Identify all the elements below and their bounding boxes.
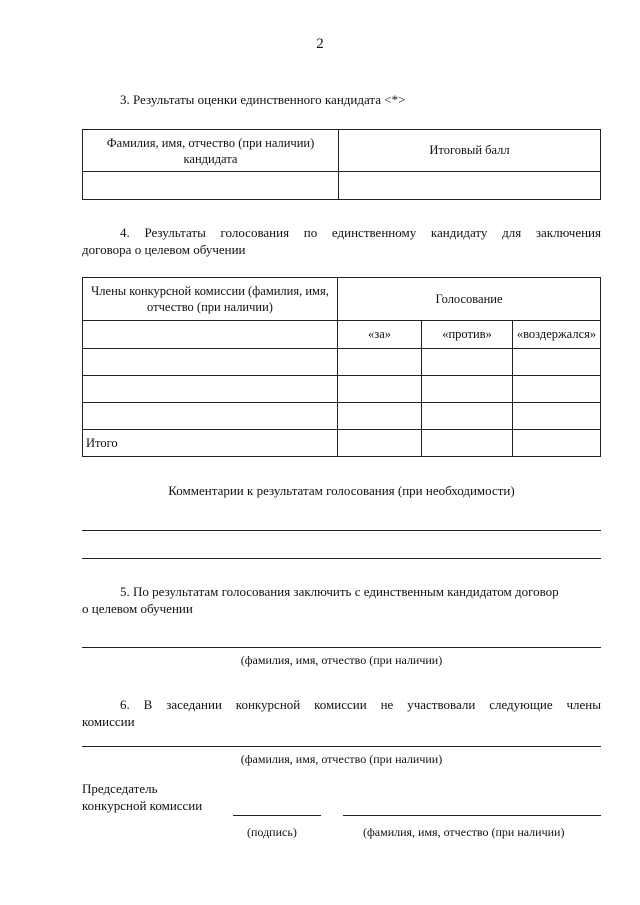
total-label-cell: Итого bbox=[83, 430, 338, 457]
vote-for-header: «за» bbox=[338, 321, 422, 349]
member-cell[interactable] bbox=[83, 349, 338, 376]
section6-name-line[interactable] bbox=[82, 746, 601, 747]
section5-name-line[interactable] bbox=[82, 647, 601, 648]
members-subheader-cell bbox=[83, 321, 338, 349]
table-row bbox=[83, 349, 601, 376]
page-number: 2 bbox=[316, 36, 324, 52]
vote-abstain-cell[interactable] bbox=[513, 403, 601, 430]
vote-against-header: «против» bbox=[422, 321, 513, 349]
final-score-header: Итоговый балл bbox=[339, 130, 601, 172]
vote-against-cell[interactable] bbox=[422, 349, 513, 376]
voting-header: Голосование bbox=[338, 278, 601, 321]
section5-caption: (фамилия, имя, отчество (при наличии) bbox=[240, 653, 443, 667]
chairman-label-line1: Председатель bbox=[82, 781, 158, 796]
section6-caption: (фамилия, имя, отчество (при наличии) bbox=[240, 752, 443, 766]
section4-heading-line2: договора о целевом обучении bbox=[82, 242, 246, 257]
table-row bbox=[83, 430, 601, 457]
chairman-label-line2: конкурсной комиссии bbox=[82, 798, 203, 813]
voting-table bbox=[82, 277, 601, 457]
signature-caption: (подпись) bbox=[247, 825, 297, 839]
table-row bbox=[83, 376, 601, 403]
member-cell[interactable] bbox=[83, 376, 338, 403]
chairman-name-caption: (фамилия, имя, отчество (при наличии) bbox=[363, 825, 565, 839]
total-abstain-cell[interactable] bbox=[513, 430, 601, 457]
vote-abstain-cell[interactable] bbox=[513, 376, 601, 403]
section3-heading: 3. Результаты оценки единственного кандидата <*> bbox=[120, 92, 406, 107]
signature-line[interactable] bbox=[233, 815, 321, 816]
section5-line1: 5. По результатам голосования заключить с единственным кандидатом договор bbox=[120, 584, 559, 599]
comment-line-1[interactable] bbox=[82, 530, 601, 531]
candidate-name-header: Фамилия, имя, отчество (при наличии) кандидата bbox=[83, 130, 339, 172]
candidate-name-cell[interactable] bbox=[83, 172, 339, 200]
total-against-cell[interactable] bbox=[422, 430, 513, 457]
vote-abstain-header: «воздержался» bbox=[513, 321, 601, 349]
comment-line-2[interactable] bbox=[82, 558, 601, 559]
vote-abstain-cell[interactable] bbox=[513, 349, 601, 376]
total-for-cell[interactable] bbox=[338, 430, 422, 457]
section4-heading-line1: 4. Результаты голосования по единственному кандидату для заключения bbox=[120, 225, 601, 240]
vote-for-cell[interactable] bbox=[338, 349, 422, 376]
vote-against-cell[interactable] bbox=[422, 376, 513, 403]
vote-for-cell[interactable] bbox=[338, 376, 422, 403]
member-cell[interactable] bbox=[83, 403, 338, 430]
vote-against-cell[interactable] bbox=[422, 403, 513, 430]
comments-title: Комментарии к результатам голосования (при необходимости) bbox=[168, 483, 515, 498]
section6-line1: 6. В заседании конкурсной комиссии не участвовали следующие члены bbox=[120, 697, 601, 712]
vote-for-cell[interactable] bbox=[338, 403, 422, 430]
section6-line2: комиссии bbox=[82, 714, 135, 729]
final-score-cell[interactable] bbox=[339, 172, 601, 200]
table-row bbox=[83, 403, 601, 430]
candidate-score-table bbox=[82, 129, 601, 200]
members-header: Члены конкурсной комиссии (фамилия, имя, отчество (при наличии) bbox=[83, 278, 338, 321]
chairman-name-line[interactable] bbox=[343, 815, 601, 816]
section5-line2: о целевом обучении bbox=[82, 601, 193, 616]
